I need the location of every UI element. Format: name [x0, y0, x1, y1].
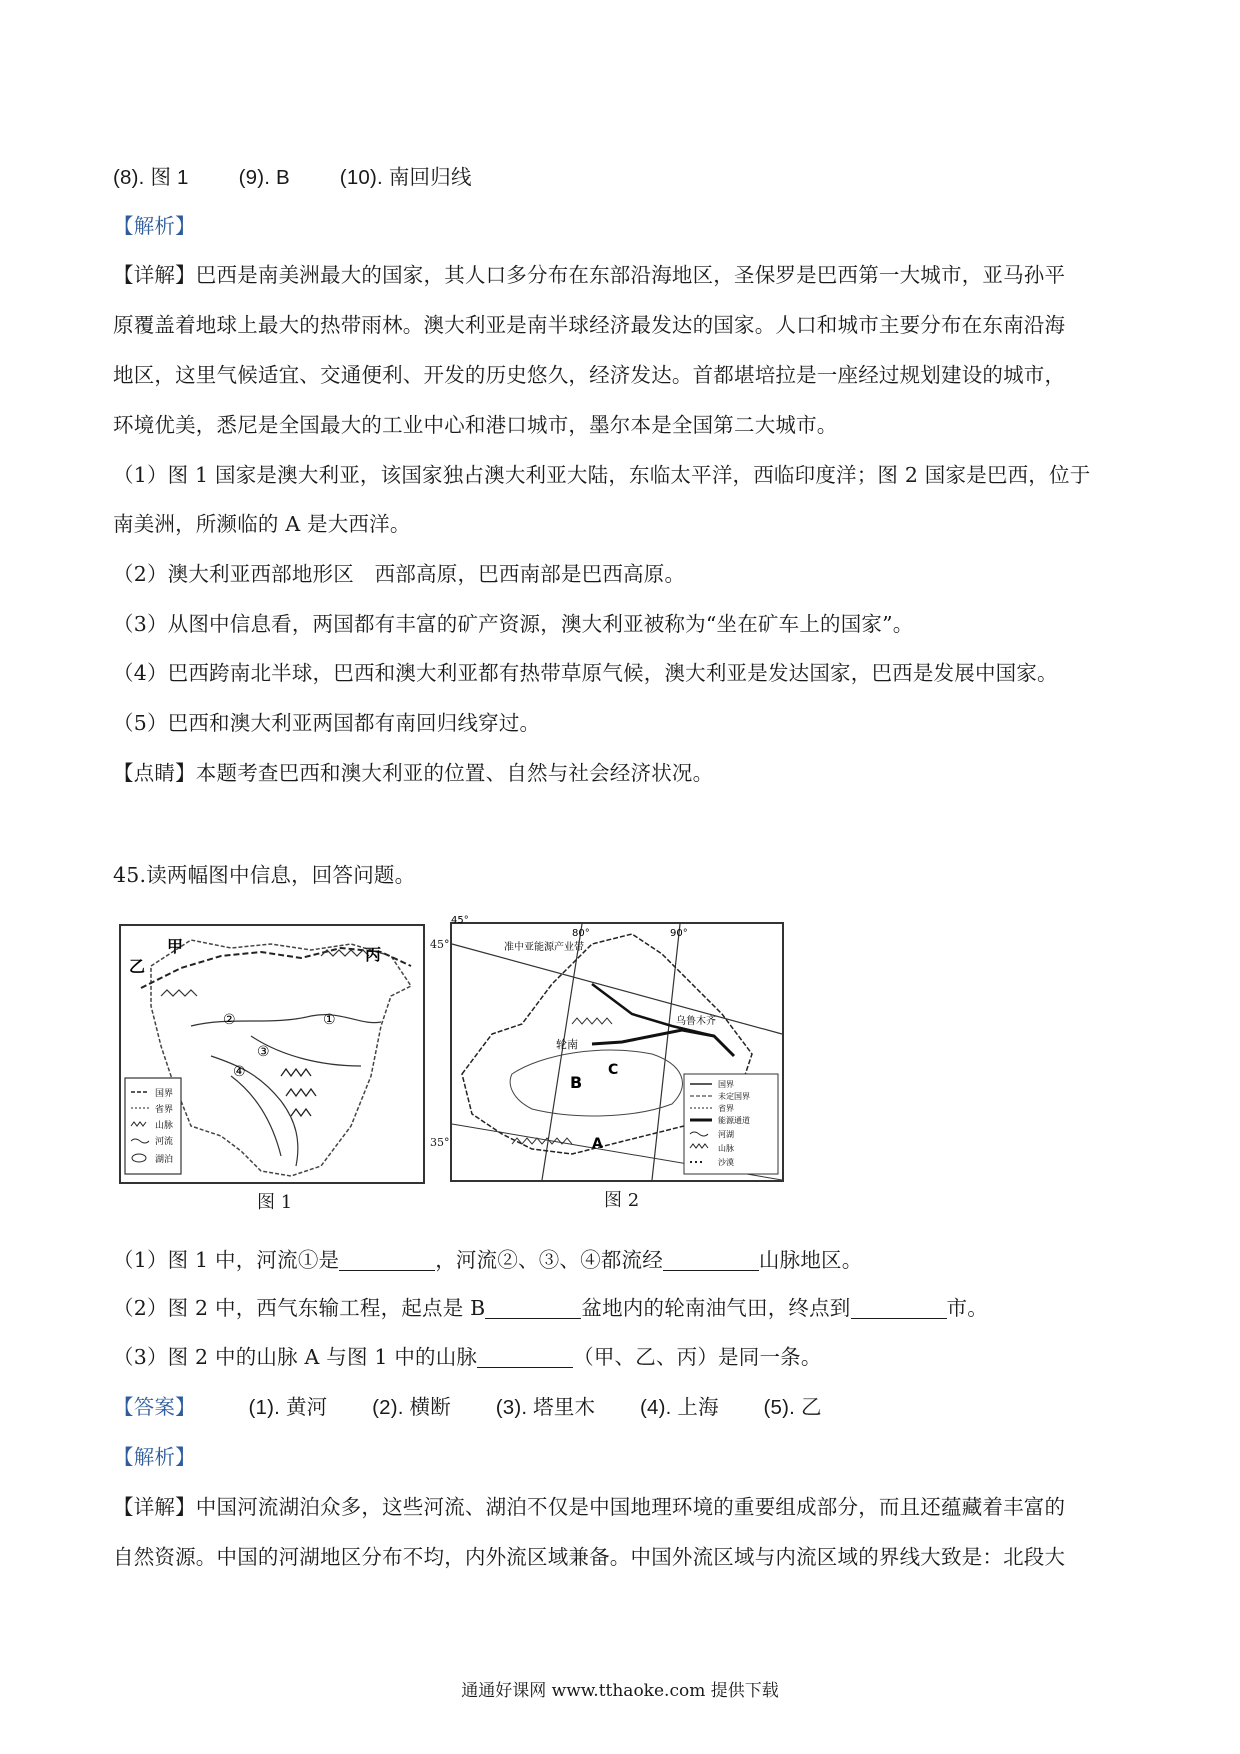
q44-detail-line: 【点睛】本题考查巴西和澳大利亚的位置、自然与社会经济状况。 — [113, 761, 714, 785]
fig1-legend-item: 河流 — [155, 1137, 174, 1147]
q45-question-1: （1）图 1 中，河流①是 ，河流②、③、④都流经 山脉地区。 — [113, 1248, 863, 1272]
fig2-legend-item: 国界 — [718, 1080, 734, 1089]
q45-title: 45.读两幅图中信息，回答问题。 — [113, 863, 416, 887]
answer-blank-4[interactable] — [851, 1298, 947, 1319]
figure-2-caption: 图 2 — [604, 1190, 640, 1211]
q45-answer-item: (2). 横断 — [372, 1396, 451, 1419]
top-answers — [113, 160, 472, 190]
fig2-label-lunnan: 轮南 — [556, 1038, 578, 1051]
fig1-label-river-3: ③ — [257, 1044, 270, 1060]
fig2-label-lat45: 45° — [451, 915, 469, 926]
q45-answer-item: (1). 黄河 — [248, 1396, 328, 1419]
fig1-label-river-2: ② — [223, 1012, 236, 1028]
fig1-legend-item: 省界 — [155, 1105, 174, 1115]
fig1-legend-item: 湖泊 — [155, 1155, 174, 1165]
q45-answer-line — [113, 1390, 860, 1420]
q44-detail-line: （5）巴西和澳大利亚两国都有南回归线穿过。 — [113, 711, 541, 735]
q45-question-3: （3）图 2 中的山脉 A 与图 1 中的山脉 （甲、乙、丙）是同一条。 — [113, 1345, 822, 1369]
q44-detail-line: 地区，这里气候适宜、交通便利、开发的历史悠久，经济发达。首都堪培拉是一座经过规划建设的城市， — [113, 363, 1066, 387]
q45-answer-item: (5). 乙 — [763, 1396, 822, 1419]
answer-8: (8). 图 1 — [113, 166, 189, 189]
q44-detail-line: （1）图 1 国家是澳大利亚，该国家独占澳大利亚大陆，东临太平洋，西临印度洋；图 2 国家是巴西，位于 — [113, 463, 1091, 487]
q45-question-2: （2）图 2 中，西气东输工程，起点是 B 盆地内的轮南油气田，终点到 市。 — [113, 1296, 988, 1320]
fig1-legend-item: 山脉 — [155, 1121, 174, 1131]
fig2-label-lat35: 35° — [430, 1136, 450, 1149]
fig2-legend-item: 未定国界 — [718, 1092, 750, 1101]
q44-detail-line: （3）从图中信息看，两国都有丰富的矿产资源，澳大利亚被称为“坐在矿车上的国家”。 — [113, 612, 914, 636]
fig2-legend-item: 山脉 — [718, 1144, 734, 1153]
fig1-legend-item: 国界 — [155, 1089, 174, 1099]
answer-blank-5[interactable] — [477, 1347, 573, 1368]
q45-answer-item: (4). 上海 — [639, 1396, 719, 1419]
q44-detail-line: （2）澳大利亚西部地形区 西部高原，巴西南部是巴西高原。 — [113, 562, 686, 586]
figure-1-caption: 图 1 — [257, 1192, 293, 1213]
q45-analysis-label: 【解析】 — [113, 1445, 196, 1469]
answer-10: (10). 南回归线 — [339, 166, 472, 189]
fig1-label-river-1: ① — [323, 1012, 336, 1028]
fig2-legend-item: 河湖 — [718, 1130, 734, 1139]
page-footer: 通通好课网 www.tthaoke.com 提供下载 — [461, 1681, 779, 1701]
figure-1-svg — [121, 926, 423, 1182]
fig2-label-urumqi: 乌鲁木齐 — [676, 1016, 716, 1027]
fig2-legend-item: 能源通道 — [718, 1116, 750, 1125]
q45-answer-item: (3). 塔里木 — [495, 1396, 596, 1419]
q44-detail-line: 南美洲，所濒临的 A 是大西洋。 — [113, 512, 411, 536]
q44-detail-line: 环境优美，悉尼是全国最大的工业中心和港口城市，墨尔本是全国第二大城市。 — [113, 413, 838, 437]
answer-blank-2[interactable] — [663, 1250, 759, 1271]
fig1-label-bing: 丙 — [365, 945, 382, 964]
fig2-label-zone: 准中亚能源产业带 — [504, 942, 584, 953]
q44-analysis-label: 【解析】 — [113, 214, 196, 238]
fig2-label-lon90: 90° — [670, 928, 688, 939]
fig2-label-a: A — [592, 1136, 603, 1152]
fig1-label-yi: 乙 — [129, 957, 146, 976]
figure-1-map — [119, 924, 425, 1184]
fig2-legend-item: 沙漠 — [718, 1158, 734, 1167]
answer-label: 【答案】 — [113, 1395, 196, 1419]
fig1-label-jia: 甲 — [167, 937, 184, 956]
q44-detail-line: （4）巴西跨南北半球，巴西和澳大利亚都有热带草原气候，澳大利亚是发达国家，巴西是发展中国家。 — [113, 661, 1058, 685]
answer-blank-1[interactable] — [339, 1250, 435, 1271]
figure-2-map — [450, 915, 784, 1182]
fig2-label-lon80: 80° — [572, 928, 590, 939]
q45-detail-line: 【详解】中国河流湖泊众多，这些河流、湖泊不仅是中国地理环境的重要组成部分，而且还蕴藏着丰富的 — [113, 1495, 1066, 1519]
fig2-label-lat45: 45° — [430, 938, 450, 951]
q44-detail-line: 原覆盖着地球上最大的热带雨林。澳大利亚是南半球经济最发达的国家。人口和城市主要分布在东南沿海 — [113, 313, 1066, 337]
q45-detail-line: 自然资源。中国的河湖地区分布不均，内外流区域兼备。中国外流区域与内流区域的界线大致是：北段大 — [113, 1545, 1066, 1569]
q44-detail-line: 【详解】巴西是南美洲最大的国家，其人口多分布在东部沿海地区，圣保罗是巴西第一大城市，亚马孙平 — [113, 263, 1066, 287]
answer-blank-3[interactable] — [485, 1298, 581, 1319]
answer-9: (9). B — [238, 166, 290, 189]
fig2-label-b: B — [570, 1073, 583, 1092]
fig2-label-c: C — [608, 1062, 619, 1078]
figure-2-svg — [451, 915, 782, 1180]
fig1-label-river-4: ④ — [233, 1064, 246, 1080]
fig2-legend-item: 省界 — [718, 1104, 734, 1113]
